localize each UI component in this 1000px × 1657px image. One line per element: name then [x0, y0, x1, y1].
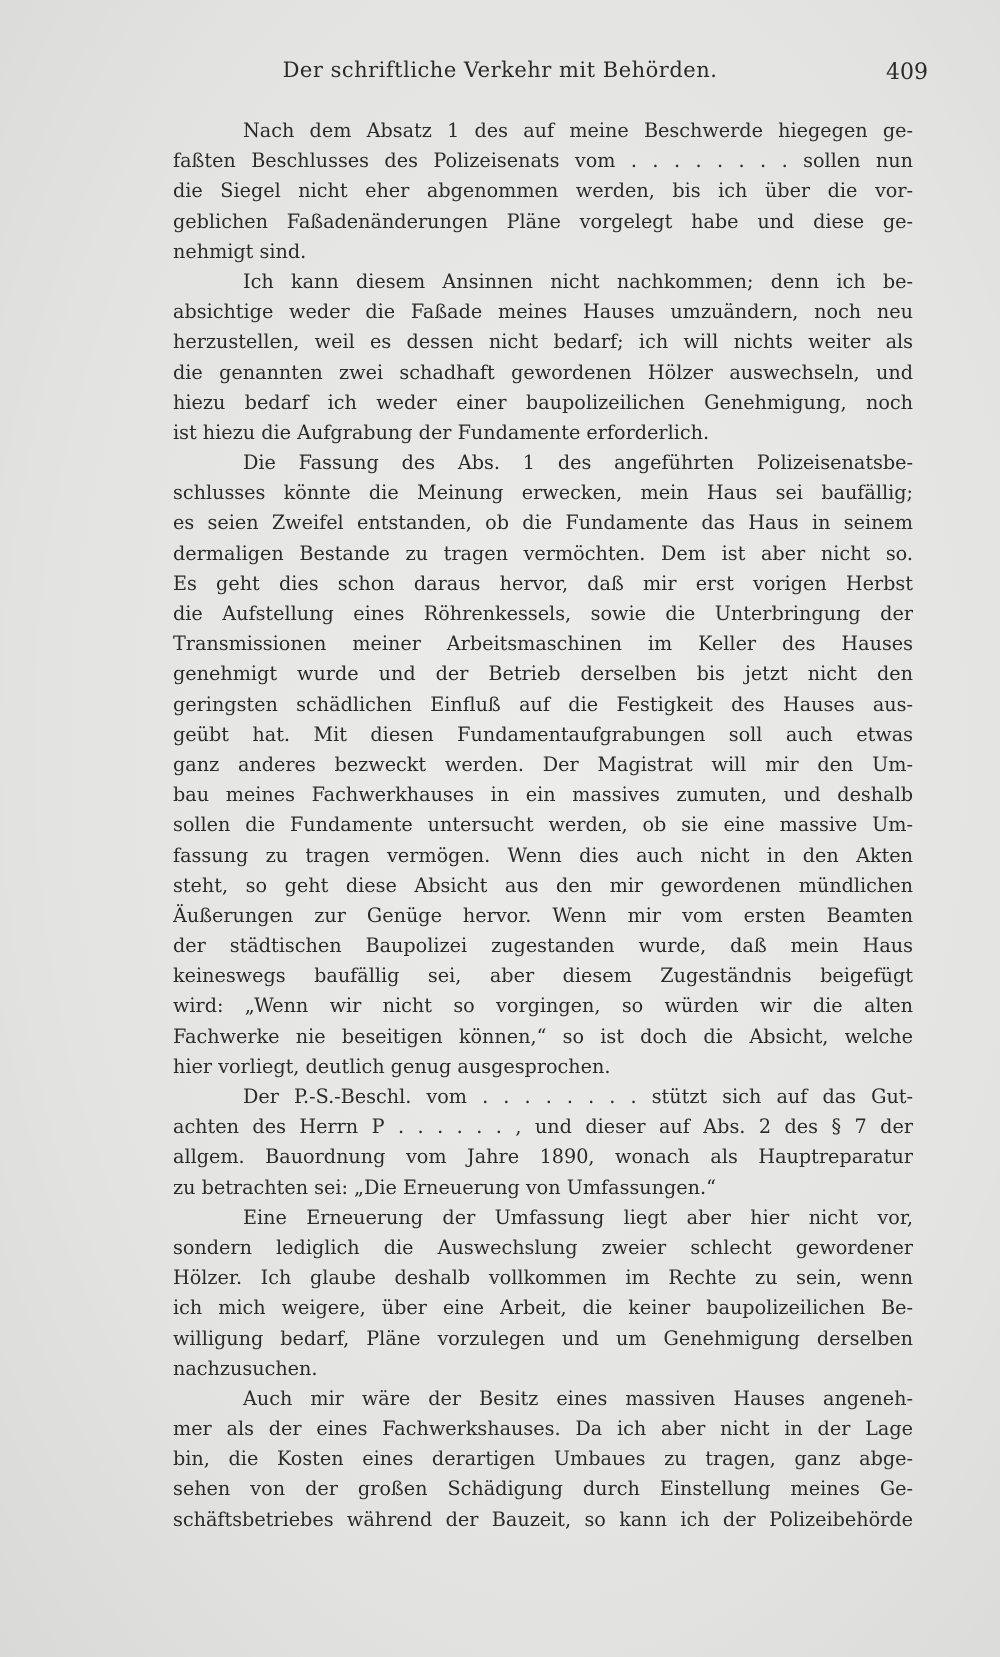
running-header: Der schriftliche Verkehr mit Behörden. [282, 58, 718, 82]
text-line: absichtige weder die Faßade meines Hauses umzuändern, noch neu [173, 300, 913, 324]
text-line: genehmigt wurde und der Betrieb derselben bis jetzt nicht den [173, 662, 913, 686]
text-line: hier vorliegt, deutlich genug ausgesprochen. [173, 1054, 611, 1078]
text-line: sondern lediglich die Auswechslung zweier schlecht gewordener [173, 1235, 913, 1259]
text-line: die Aufstellung eines Röhrenkessels, sowie die Unterbringung der [173, 602, 913, 625]
body-text [173, 116, 913, 1535]
text-line: Die Fassung des Abs. 1 des angeführten Polizeisenatsbe- [243, 451, 913, 475]
text-line: Äußerungen zur Genüge hervor. Wenn mir vom ersten Beamten [173, 903, 913, 927]
text-line: fassung zu tragen vermögen. Wenn dies auch nicht in den Akten [173, 843, 913, 867]
text-line: bin, die Kosten eines derartigen Umbaues zu tragen, ganz abge- [173, 1447, 913, 1471]
text-line: willigung bedarf, Pläne vorzulegen und um Genehmigung derselben [173, 1326, 913, 1350]
text-line: nachzusuchen. [173, 1356, 318, 1380]
text-line: zu betrachten sei: „Die Erneuerung von Umfassungen.“ [173, 1175, 716, 1199]
text-line: Nach dem Absatz 1 des auf meine Beschwerde hiegegen ge- [243, 119, 913, 142]
text-line: faßten Beschlusses des Polizeisenats vom . . . . . . . . sollen nun [173, 149, 913, 173]
text-line: allgem. Bauordnung vom Jahre 1890, wonach als Hauptreparatur [173, 1145, 913, 1169]
text-line: hiezu bedarf ich weder einer baupolizeilichen Genehmigung, noch [173, 390, 913, 414]
text-line: achten des Herrn P . . . . . . , und dieser auf Abs. 2 des § 7 der [173, 1115, 913, 1139]
text-line: Es geht dies schon daraus hervor, daß mir erst vorigen Herbst [173, 571, 913, 595]
text-line: sollen die Fundamente untersucht werden, ob sie eine massive Um- [173, 813, 913, 837]
text-line: Fachwerke nie beseitigen können,“ so ist doch die Absicht, welche [173, 1024, 913, 1048]
text-line: geübt hat. Mit diesen Fundamentaufgrabungen soll auch etwas [173, 722, 913, 746]
show-through-mark [40, 128, 50, 138]
text-line: dermaligen Bestande zu tragen vermöchten. Dem ist aber nicht so. [173, 541, 913, 565]
text-line: der städtischen Baupolizei zugestanden wurde, daß mein Haus [173, 934, 913, 958]
text-line: sehen von der großen Schädigung durch Einstellung meines Ge- [173, 1477, 913, 1501]
text-line: Hölzer. Ich glaube deshalb vollkommen im Rechte zu sein, wenn [173, 1266, 913, 1290]
text-line: es seien Zweifel entstanden, ob die Fundamente das Haus in seinem [173, 511, 913, 535]
text-line: die genannten zwei schadhaft gewordenen Hölzer auswechseln, und [173, 360, 913, 384]
text-line: mer als der eines Fachwerkshauses. Da ich aber nicht in der Lage [173, 1417, 913, 1441]
text-line: geringsten schädlichen Einfluß auf die Festigkeit des Hauses aus- [173, 692, 913, 716]
text-line: Eine Erneuerung der Umfassung liegt aber hier nicht vor, [243, 1205, 913, 1229]
text-line: schäftsbetriebes während der Bauzeit, so kann ich der Polizeibehörde [173, 1507, 913, 1531]
text-line: herzustellen, weil es dessen nicht bedarf; ich will nichts weiter als [173, 330, 913, 354]
text-line: schlusses könnte die Meinung erwecken, mein Haus sei baufällig; [173, 481, 913, 505]
text-line: ganz anderes bezweckt werden. Der Magistrat will mir den Um- [173, 752, 913, 776]
text-line: geblichen Faßadenänderungen Pläne vorgelegt habe und diese ge- [173, 209, 913, 233]
text-line: ich mich weigere, über eine Arbeit, die keiner baupolizeilichen Be- [173, 1296, 913, 1320]
text-line: bau meines Fachwerkhauses in ein massives zumuten, und deshalb [173, 783, 913, 807]
text-line: die Siegel nicht eher abgenommen werden, bis ich über die vor- [173, 179, 913, 203]
text-line: Der P.-S.-Beschl. vom . . . . . . . . stützt sich auf das Gut- [243, 1085, 913, 1108]
text-line: wird: „Wenn wir nicht so vorgingen, so würden wir die alten [173, 994, 913, 1018]
text-line: Ich kann diesem Ansinnen nicht nachkommen; denn ich be- [243, 269, 913, 293]
text-line: Auch mir wäre der Besitz eines massiven Hauses angeneh- [243, 1386, 913, 1410]
page-number: 409 [886, 60, 928, 85]
text-line: nehmigt sind. [173, 239, 307, 263]
text-line: steht, so geht diese Absicht aus den mir gewordenen mündlichen [173, 873, 913, 897]
text-line: keineswegs baufällig sei, aber diesem Zugeständnis beigefügt [173, 964, 913, 988]
text-line: ist hiezu die Aufgrabung der Fundamente erforderlich. [173, 420, 710, 444]
text-line: Transmissionen meiner Arbeitsmaschinen im Keller des Hauses [173, 632, 913, 656]
